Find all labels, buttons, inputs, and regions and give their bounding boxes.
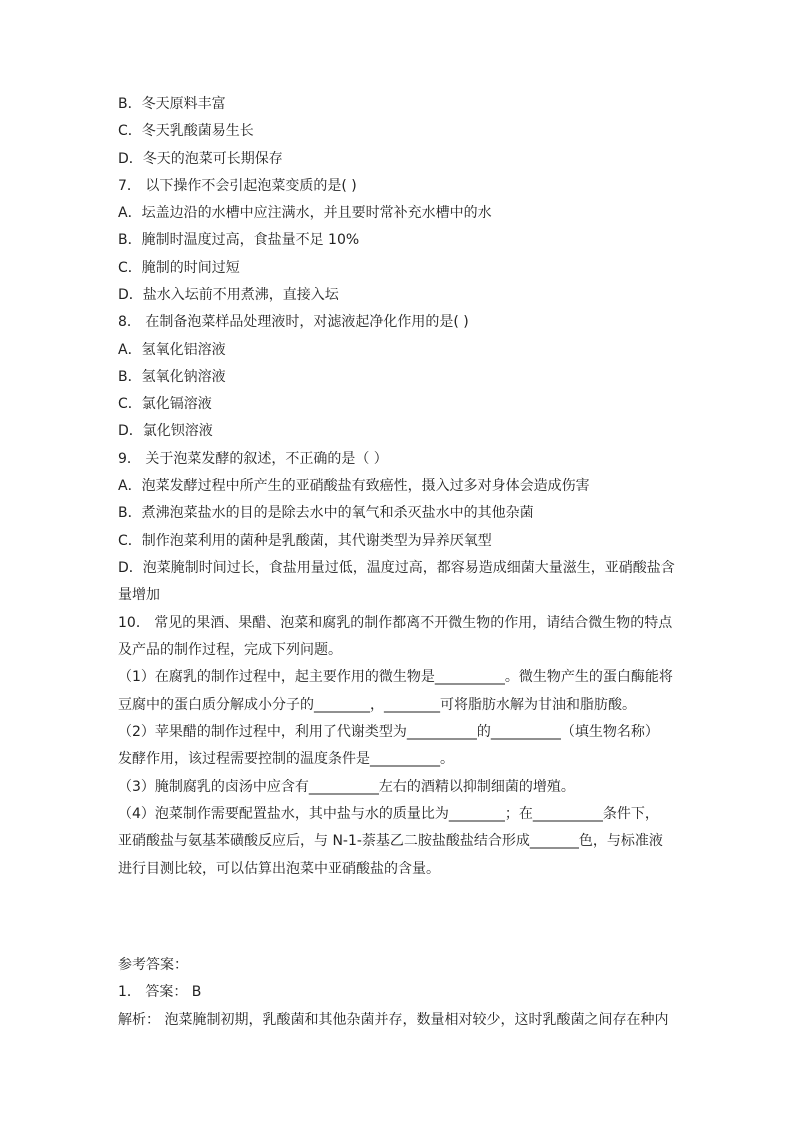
text-line-q6-b: B．冬天原料丰富 [118,96,226,112]
text-line-q10-p4c: 进行目测比较，可以估算出泡菜中亚硝酸盐的含量。 [118,861,440,877]
text-line-q7-b: B．腌制时温度过高，食盐量不足 10% [118,232,360,248]
text-line-q9-d2: 量增加 [118,587,160,603]
text-line-q10-p1a: （1）在腐乳的制作过程中，起主要作用的微生物是__________。微生物产生的蛋白酶能将 [118,669,673,685]
text-line-q10-p3: （3）腌制腐乳的卤汤中应含有__________左右的酒精以抑制细菌的增殖。 [118,779,575,795]
text-line-q9: 9． 关于泡菜发酵的叙述，不正确的是（ ） [118,451,388,467]
text-line-q8-b: B．氢氧化钠溶液 [118,369,226,385]
text-line-q9-b: B．煮沸泡菜盐水的目的是除去水中的氧气和杀灭盐水中的其他杂菌 [118,505,534,521]
text-line-q6-d: D．冬天的泡菜可长期保存 [118,151,283,167]
text-line-q6-c: C．冬天乳酸菌易生长 [118,123,254,139]
text-line-answers-title: 参考答案： [118,957,188,973]
text-line-q8-a: A．氢氧化铝溶液 [118,342,226,358]
text-line-a1-exp: 解析： 泡菜腌制初期，乳酸菌和其他杂菌并存，数量相对较少，这时乳酸菌之间存在种内 [118,1012,669,1028]
text-line-q9-a: A．泡菜发酵过程中所产生的亚硝酸盐有致癌性，摄入过多对身体会造成伤害 [118,478,590,494]
text-line-a1: 1． 答案： B [118,984,202,1000]
text-line-q8: 8． 在制备泡菜样品处理液时，对滤液起净化作用的是( ) [118,314,469,330]
text-line-q8-d: D．氯化钡溶液 [118,423,213,439]
text-line-q7-d: D．盐水入坛前不用煮沸，直接入坛 [118,287,339,303]
text-line-q10-p4b: 亚硝酸盐与氨基苯磺酸反应后，与 N-1-萘基乙二胺盐酸盐结合形成_______色，与标准液 [118,833,663,849]
text-line-q8-c: C．氯化镉溶液 [118,396,212,412]
text-line-q7-c: C．腌制的时间过短 [118,260,240,276]
text-line-q7-a: A．坛盖边沿的水槽中应注满水，并且要时常补充水槽中的水 [118,205,492,221]
text-line-q10-p2a: （2）苹果醋的制作过程中，利用了代谢类型为__________的__________（填生物名称） [118,724,659,740]
text-line-q10-p4a: （4）泡菜制作需要配置盐水，其中盐与水的质量比为________；在__________条件下， [118,806,659,822]
text-line-q10-2: 及产品的制作过程，完成下列问题。 [118,642,342,658]
text-line-q9-d1: D．泡菜腌制时间过长，食盐用量过低，温度过高，都容易造成细菌大量滋生，亚硝酸盐含 [118,560,675,576]
text-line-q10-p1b: 豆腐中的蛋白质分解成小分子的________，________可将脂肪水解为甘油和脂肪酸。 [118,697,636,713]
text-line-q9-c: C．制作泡菜利用的菌种是乳酸菌，其代谢类型为异养厌氧型 [118,533,492,549]
text-line-q7: 7． 以下操作不会引起泡菜变质的是( ) [118,178,357,194]
text-line-q10-p2b: 发酵作用，该过程需要控制的温度条件是__________。 [118,751,454,767]
text-line-q10-1: 10． 常见的果酒、果醋、泡菜和腐乳的制作都离不开微生物的作用，请结合微生物的特点 [118,615,673,631]
